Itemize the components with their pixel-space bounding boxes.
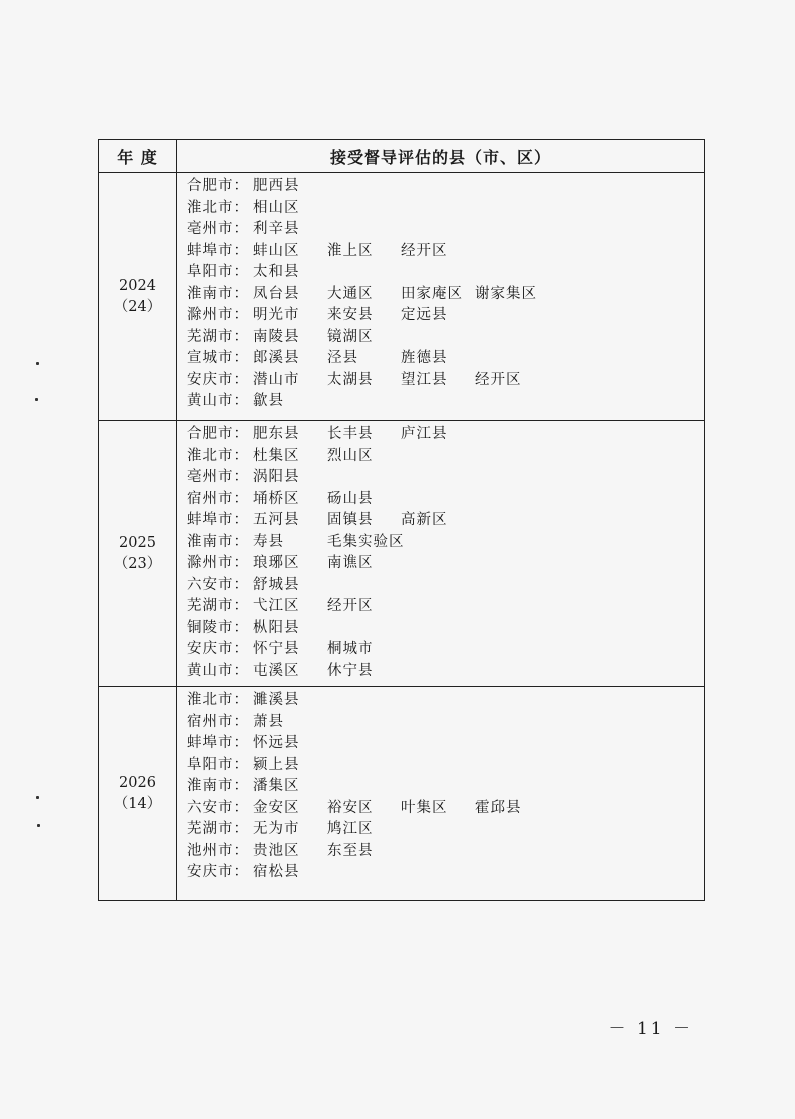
county-name: 经开区 [401, 242, 448, 259]
city-line [187, 370, 704, 392]
table-header-row [99, 140, 705, 173]
city-line [187, 262, 704, 284]
header-counties: 接受督导评估的县（市、区） [177, 140, 705, 173]
city-name: 芜湖市： [187, 821, 249, 837]
county-name: 旌德县 [401, 350, 448, 366]
county-name: 金安区 [253, 799, 300, 816]
city-name: 宿州市： [187, 713, 249, 730]
county-name: 弋江区 [253, 598, 300, 614]
county-name: 太和县 [253, 264, 300, 280]
county-name: 大通区 [327, 285, 374, 302]
city-name: 芜湖市： [187, 328, 249, 345]
city-line [187, 575, 704, 597]
city-name: 淮北市： [187, 692, 249, 708]
county-name: 泾县 [327, 350, 358, 366]
city-name: 滁州市： [187, 555, 249, 571]
city-name: 阜阳市： [187, 264, 249, 280]
county-name: 南陵县 [253, 328, 300, 345]
city-name: 安庆市： [187, 641, 249, 657]
page-number: － 11 － [608, 1019, 693, 1039]
table-row [99, 173, 705, 421]
city-line [187, 690, 704, 712]
county-name: 田家庵区 [401, 285, 463, 302]
county-name: 南谯区 [327, 555, 374, 571]
county-name: 萧县 [253, 713, 284, 730]
city-name: 宣城市： [187, 350, 249, 366]
county-name: 琅琊区 [253, 555, 300, 571]
county-name: 利辛县 [253, 221, 300, 237]
city-line [187, 241, 704, 263]
city-name: 亳州市： [187, 221, 249, 237]
city-line [187, 348, 704, 370]
county-list-cell [177, 687, 705, 901]
header-year: 年 度 [99, 140, 177, 173]
county-name: 太湖县 [327, 371, 374, 388]
city-line [187, 532, 704, 554]
city-line [187, 712, 704, 734]
county-name: 舒城县 [253, 576, 300, 593]
city-line [187, 284, 704, 306]
city-line [187, 841, 704, 863]
county-name: 凤台县 [253, 285, 300, 302]
county-name: 颍上县 [253, 756, 300, 773]
city-line [187, 819, 704, 841]
city-name: 蚌埠市： [187, 735, 249, 751]
city-line [187, 755, 704, 777]
county-name: 肥西县 [253, 178, 300, 194]
city-name: 黄山市： [187, 393, 249, 409]
county-name: 长丰县 [327, 426, 374, 442]
county-name: 怀宁县 [253, 641, 300, 657]
city-line [187, 176, 704, 198]
city-name: 宿州市： [187, 490, 249, 507]
year-cell [99, 421, 177, 687]
city-name: 阜阳市： [187, 756, 249, 773]
city-line [187, 733, 704, 755]
county-name: 烈山区 [327, 447, 374, 464]
city-name: 淮北市： [187, 199, 249, 216]
city-name: 淮北市： [187, 447, 249, 464]
county-name: 贵池区 [253, 842, 300, 859]
county-name: 五河县 [253, 512, 300, 528]
city-name: 芜湖市： [187, 598, 249, 614]
city-line [187, 510, 704, 532]
city-name: 淮南市： [187, 778, 249, 794]
city-line [187, 327, 704, 349]
county-name: 经开区 [475, 371, 522, 388]
county-name: 经开区 [327, 598, 374, 614]
year-label: 2026 [119, 774, 156, 791]
county-list-cell [177, 421, 705, 687]
city-line [187, 219, 704, 241]
county-name: 庐江县 [401, 426, 448, 442]
city-line [187, 305, 704, 327]
county-name: 怀远县 [253, 735, 300, 751]
county-name: 潘集区 [253, 778, 300, 794]
table-row [99, 421, 705, 687]
county-name: 宿松县 [253, 864, 300, 880]
county-name: 无为市 [253, 821, 300, 837]
county-name: 歙县 [253, 393, 284, 409]
city-line [187, 596, 704, 618]
city-name: 蚌埠市： [187, 512, 249, 528]
city-name: 合肥市： [187, 426, 249, 442]
county-name: 叶集区 [401, 799, 448, 816]
city-line [187, 862, 704, 884]
city-line [187, 489, 704, 511]
scan-speck [35, 398, 38, 401]
county-name: 枞阳县 [253, 619, 300, 636]
county-name: 郎溪县 [253, 350, 300, 366]
county-name: 寿县 [253, 533, 284, 550]
city-line [187, 639, 704, 661]
county-name: 屯溪区 [253, 662, 300, 679]
county-name: 埇桥区 [253, 490, 300, 507]
county-name: 砀山县 [327, 490, 374, 507]
county-count: （23） [113, 555, 162, 572]
county-name: 望江县 [401, 371, 448, 388]
county-name: 明光市 [253, 307, 300, 323]
county-name: 潜山市 [253, 371, 300, 388]
city-name: 安庆市： [187, 864, 249, 880]
county-name: 谢家集区 [475, 285, 537, 302]
scan-speck [37, 824, 40, 827]
year-label: 2024 [119, 277, 156, 294]
county-name: 来安县 [327, 307, 374, 323]
city-name: 蚌埠市： [187, 242, 249, 259]
county-name: 裕安区 [327, 799, 374, 816]
county-name: 相山区 [253, 199, 300, 216]
county-count: （24） [113, 298, 162, 315]
county-name: 固镇县 [327, 512, 374, 528]
city-line [187, 424, 704, 446]
city-name: 池州市： [187, 842, 249, 859]
county-list-cell [177, 173, 705, 421]
city-line [187, 798, 704, 820]
city-line [187, 618, 704, 640]
city-name: 亳州市： [187, 469, 249, 485]
county-name: 鸠江区 [327, 821, 374, 837]
city-line [187, 553, 704, 575]
county-name: 东至县 [327, 842, 374, 859]
county-name: 桐城市 [327, 641, 374, 657]
city-line [187, 661, 704, 683]
city-name: 黄山市： [187, 662, 249, 679]
county-name: 蚌山区 [253, 242, 300, 259]
county-name: 镜湖区 [327, 328, 374, 345]
year-label: 2025 [119, 534, 156, 551]
evaluation-schedule-table [98, 139, 705, 901]
county-name: 霍邱县 [475, 799, 522, 816]
county-name: 肥东县 [253, 426, 300, 442]
year-cell [99, 173, 177, 421]
county-name: 休宁县 [327, 662, 374, 679]
city-name: 滁州市： [187, 307, 249, 323]
county-name: 高新区 [401, 512, 448, 528]
county-name: 杜集区 [253, 447, 300, 464]
scan-speck [36, 796, 39, 799]
city-line [187, 446, 704, 468]
scan-speck [36, 362, 39, 365]
city-name: 六安市： [187, 576, 249, 593]
city-name: 铜陵市： [187, 619, 249, 636]
city-line [187, 467, 704, 489]
city-line [187, 198, 704, 220]
county-count: （14） [113, 795, 162, 812]
city-line [187, 391, 704, 413]
year-cell [99, 687, 177, 901]
city-line [187, 776, 704, 798]
county-name: 淮上区 [327, 242, 374, 259]
city-name: 合肥市： [187, 178, 249, 194]
county-name: 涡阳县 [253, 469, 300, 485]
city-name: 安庆市： [187, 371, 249, 388]
county-name: 定远县 [401, 307, 448, 323]
city-name: 六安市： [187, 799, 249, 816]
table-row [99, 687, 705, 901]
county-name: 濉溪县 [253, 692, 300, 708]
city-name: 淮南市： [187, 285, 249, 302]
city-name: 淮南市： [187, 533, 249, 550]
county-name: 毛集实验区 [327, 533, 405, 550]
